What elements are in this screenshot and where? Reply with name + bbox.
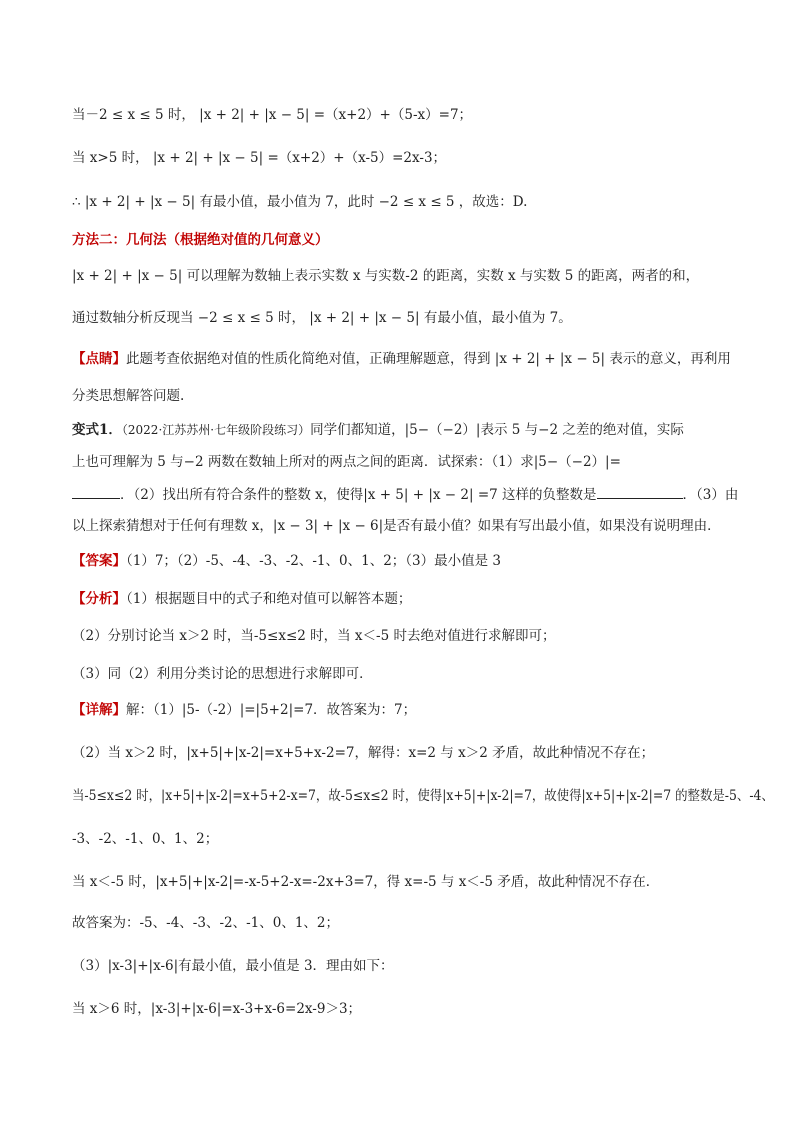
geometric-result-line: 通过数轴分析反现当 −2 ≤ x ≤ 5 时， |x + 2| + |x − 5| 有最小值，最小值为 7。 [72, 310, 572, 326]
variant-question-line-1 [72, 420, 684, 440]
detail-text: 解：（1）|5-（-2）|=|5+2|=7．故答案为：7； [126, 702, 417, 718]
answer-line [72, 551, 501, 571]
variant-source: （2022·江苏苏州·七年级阶段练习） [121, 423, 311, 437]
answer-tag: 【答案】 [72, 553, 126, 569]
answer-blank-2[interactable] [597, 484, 683, 499]
detail-line-8: 当 x＞6 时，|x-3|+|x-6|=x-3+x-6=2x-9＞3； [72, 1001, 362, 1017]
analysis-tag: 【分析】 [72, 591, 126, 607]
variant-part3-text: ．（3）由 [682, 487, 739, 503]
variant-question-line-2: 上也可理解为 5 与−2 两数在数轴上所对的两点之间的距离．试探索：（1）求|5−（−2）|= [72, 454, 621, 470]
detail-line-5: 当 x＜-5 时，|x+5|+|x-2|=-x-5+2-x=-2x+3=7，得 x=-5 与 x＜-5 矛盾，故此种情况不存在． [72, 874, 660, 890]
comment-line-2: 分类思想解答问题. [72, 388, 185, 404]
analysis-line-2: （2）分别讨论当 x＞2 时，当-5≤x≤2 时，当 x＜-5 时去绝对值进行求解即可； [72, 628, 556, 644]
answer-blank-1[interactable] [72, 484, 120, 499]
comment-text: 此题考查依据绝对值的性质化简绝对值，正确理解题意，得到 |x + 2| + |x − 5| 表示的意义，再利用 [126, 351, 731, 367]
variant-text: 同学们都知道，|5−（−2）|表示 5 与−2 之差的绝对值，实际 [310, 422, 684, 438]
answer-text: （1）7；（2）-5、-4、-3、-2、-1、0、1、2；（3）最小值是 3 [126, 553, 502, 569]
comment-tag: 【点睛】 [72, 351, 126, 367]
detail-line-6: 故答案为：-5、-4、-3、-2、-1、0、1、2； [72, 915, 340, 931]
conclusion-line: ∴ |x + 2| + |x − 5| 有最小值，最小值为 7，此时 −2 ≤ x ≤ 5 ，故选：D. [72, 194, 528, 210]
analysis-text: （1）根据题目中的式子和绝对值可以解答本题； [126, 591, 412, 607]
variant-part2-text: ．（2）找出所有符合条件的整数 x，使得|x + 5| + |x − 2| =7 这样的负整数是 [120, 487, 597, 503]
analysis-line-1 [72, 589, 411, 609]
analysis-line-3: （3）同（2）利用分类讨论的思想进行求解即可． [72, 666, 373, 682]
detail-line-3: 当-5≤x≤2 时，|x+5|+|x-2|=x+5+2-x=7，故-5≤x≤2 时，使得|x+5|+|x-2|=7，故使得|x+5|+|x-2|=7 的整数是-5、-4、 [72, 788, 774, 804]
variant-question-line-4: 以上探索猜想对于任何有理数 x，|x − 3| + |x − 6|是否有最小值？如果有写出最小值，如果没有说明理由． [72, 518, 721, 534]
comment-line [72, 349, 731, 369]
variant-question-line-3 [72, 484, 738, 505]
method-two-heading: 方法二：几何法（根据绝对值的几何意义） [72, 232, 329, 248]
case-line-middle: 当－2 ≤ x ≤ 5 时， |x + 2| + |x − 5| =（x+2）+（5-x）=7； [72, 107, 473, 123]
detail-tag: 【详解】 [72, 702, 126, 718]
case-line-greater-than-5: 当 x>5 时， |x + 2| + |x − 5| =（x+2）+（x-5）=2x-3； [72, 150, 447, 166]
detail-line-1 [72, 700, 416, 720]
geometric-explanation-line: |x + 2| + |x − 5| 可以理解为数轴上表示实数 x 与实数-2 的距离，实数 x 与实数 5 的距离，两者的和， [72, 268, 700, 284]
detail-line-7: （3）|x-3|+|x-6|有最小值，最小值是 3．理由如下： [72, 958, 394, 974]
variant-tag: 变式1． [72, 422, 122, 438]
detail-line-4: -3、-2、-1、0、1、2； [72, 831, 219, 847]
detail-line-2: （2）当 x＞2 时，|x+5|+|x-2|=x+5+x-2=7，解得：x=2 与 x＞2 矛盾，故此种情况不存在； [72, 745, 655, 761]
